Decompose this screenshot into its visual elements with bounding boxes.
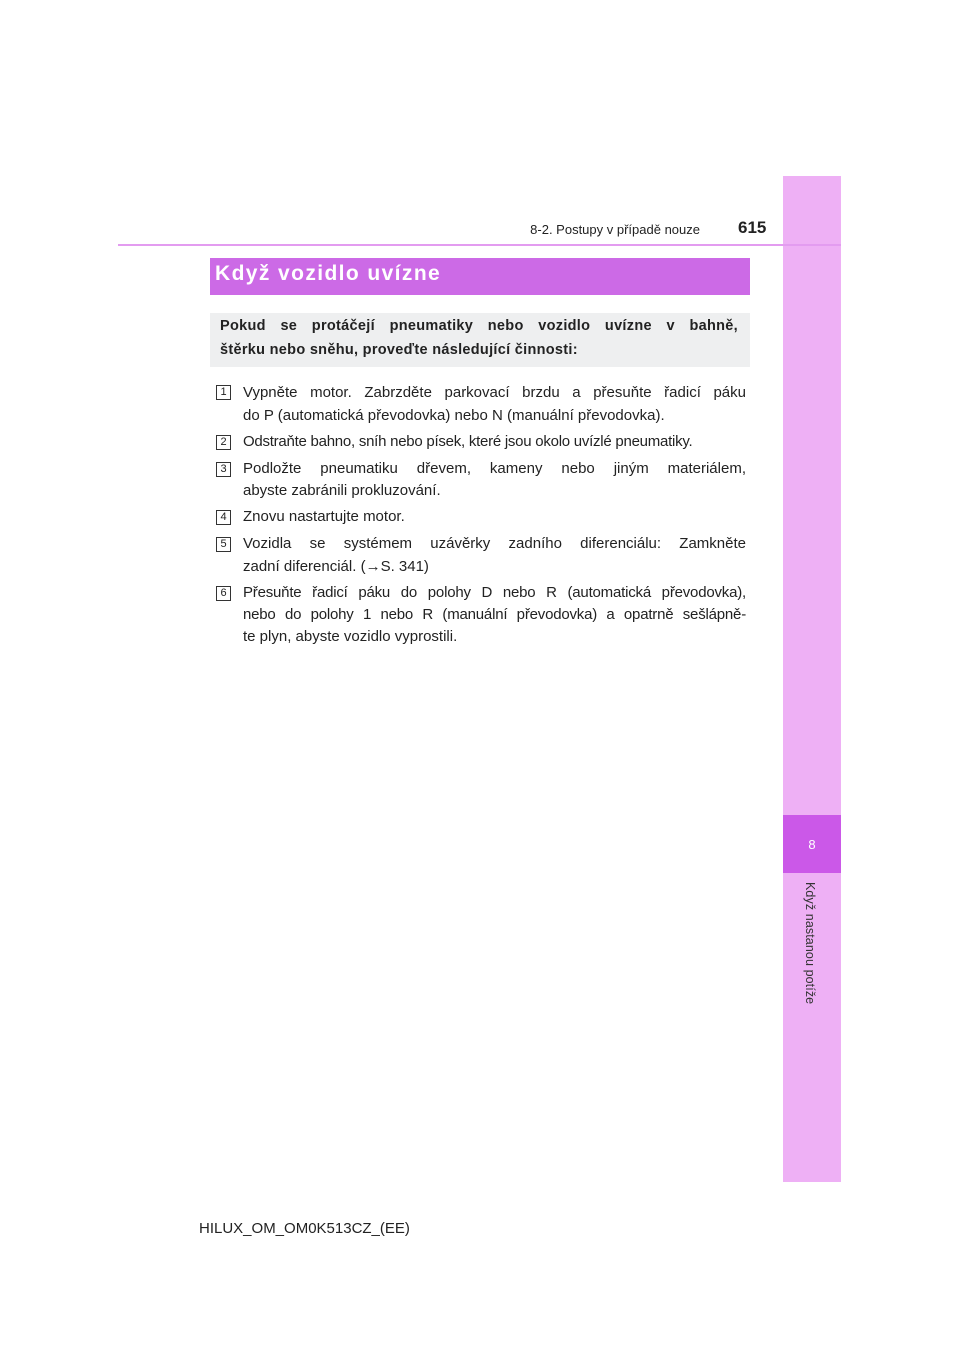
step-number-box: 5 (216, 537, 231, 552)
step-text-line: te plyn, abyste vozidlo vyprostili. (243, 628, 458, 645)
section-title: 8-2. Postupy v případě nouze (530, 222, 700, 237)
step-text-line: Vozidla se systémem uzávěrky zadního diferenciálu: Zamkněte (243, 535, 746, 552)
chapter-number-badge: 8 (783, 815, 841, 873)
intro-line: štěrku nebo sněhu, proveďte následující činnosti: (220, 342, 578, 358)
step-number-box: 3 (216, 462, 231, 477)
step-text-line: Přesuňte řadicí páku do polohy D nebo R (automatická převodovka), (243, 584, 746, 601)
step-number-box: 1 (216, 385, 231, 400)
intro-box (210, 313, 750, 367)
topic-title: Když vozidlo uvízne (215, 262, 442, 285)
step-number-box: 2 (216, 435, 231, 450)
step-text-line: nebo do polohy 1 nebo R (manuální převodovka) a opatrně sešlápně- (243, 606, 746, 623)
step-text-line: zadní diferenciál. (→S. 341) (243, 558, 429, 575)
step-text-line: Podložte pneumatiku dřevem, kameny nebo jiným materiálem, (243, 460, 746, 477)
topic-title-bar (210, 258, 750, 295)
step-text-line: do P (automatická převodovka) nebo N (manuální převodovka). (243, 407, 665, 424)
chapter-side-tab (783, 176, 841, 1182)
header-divider (118, 244, 841, 246)
step-number-box: 6 (216, 586, 231, 601)
step-text-line: Vypněte motor. Zabrzděte parkovací brzdu a přesuňte řadicí páku (243, 384, 746, 401)
step-text-line: abyste zabránili prokluzování. (243, 482, 441, 499)
document-code: HILUX_OM_OM0K513CZ_(EE) (199, 1220, 410, 1237)
page-number: 615 (738, 218, 767, 237)
step-text-line: Znovu nastartujte motor. (243, 508, 405, 525)
step-number-box: 4 (216, 510, 231, 525)
intro-line: Pokud se protáčejí pneumatiky nebo vozidlo uvízne v bahně, (220, 318, 738, 334)
chapter-title-vertical: Když nastanou potíže (803, 882, 817, 1005)
step-text-line: Odstraňte bahno, sníh nebo písek, které jsou okolo uvízlé pneumatiky. (243, 433, 693, 450)
